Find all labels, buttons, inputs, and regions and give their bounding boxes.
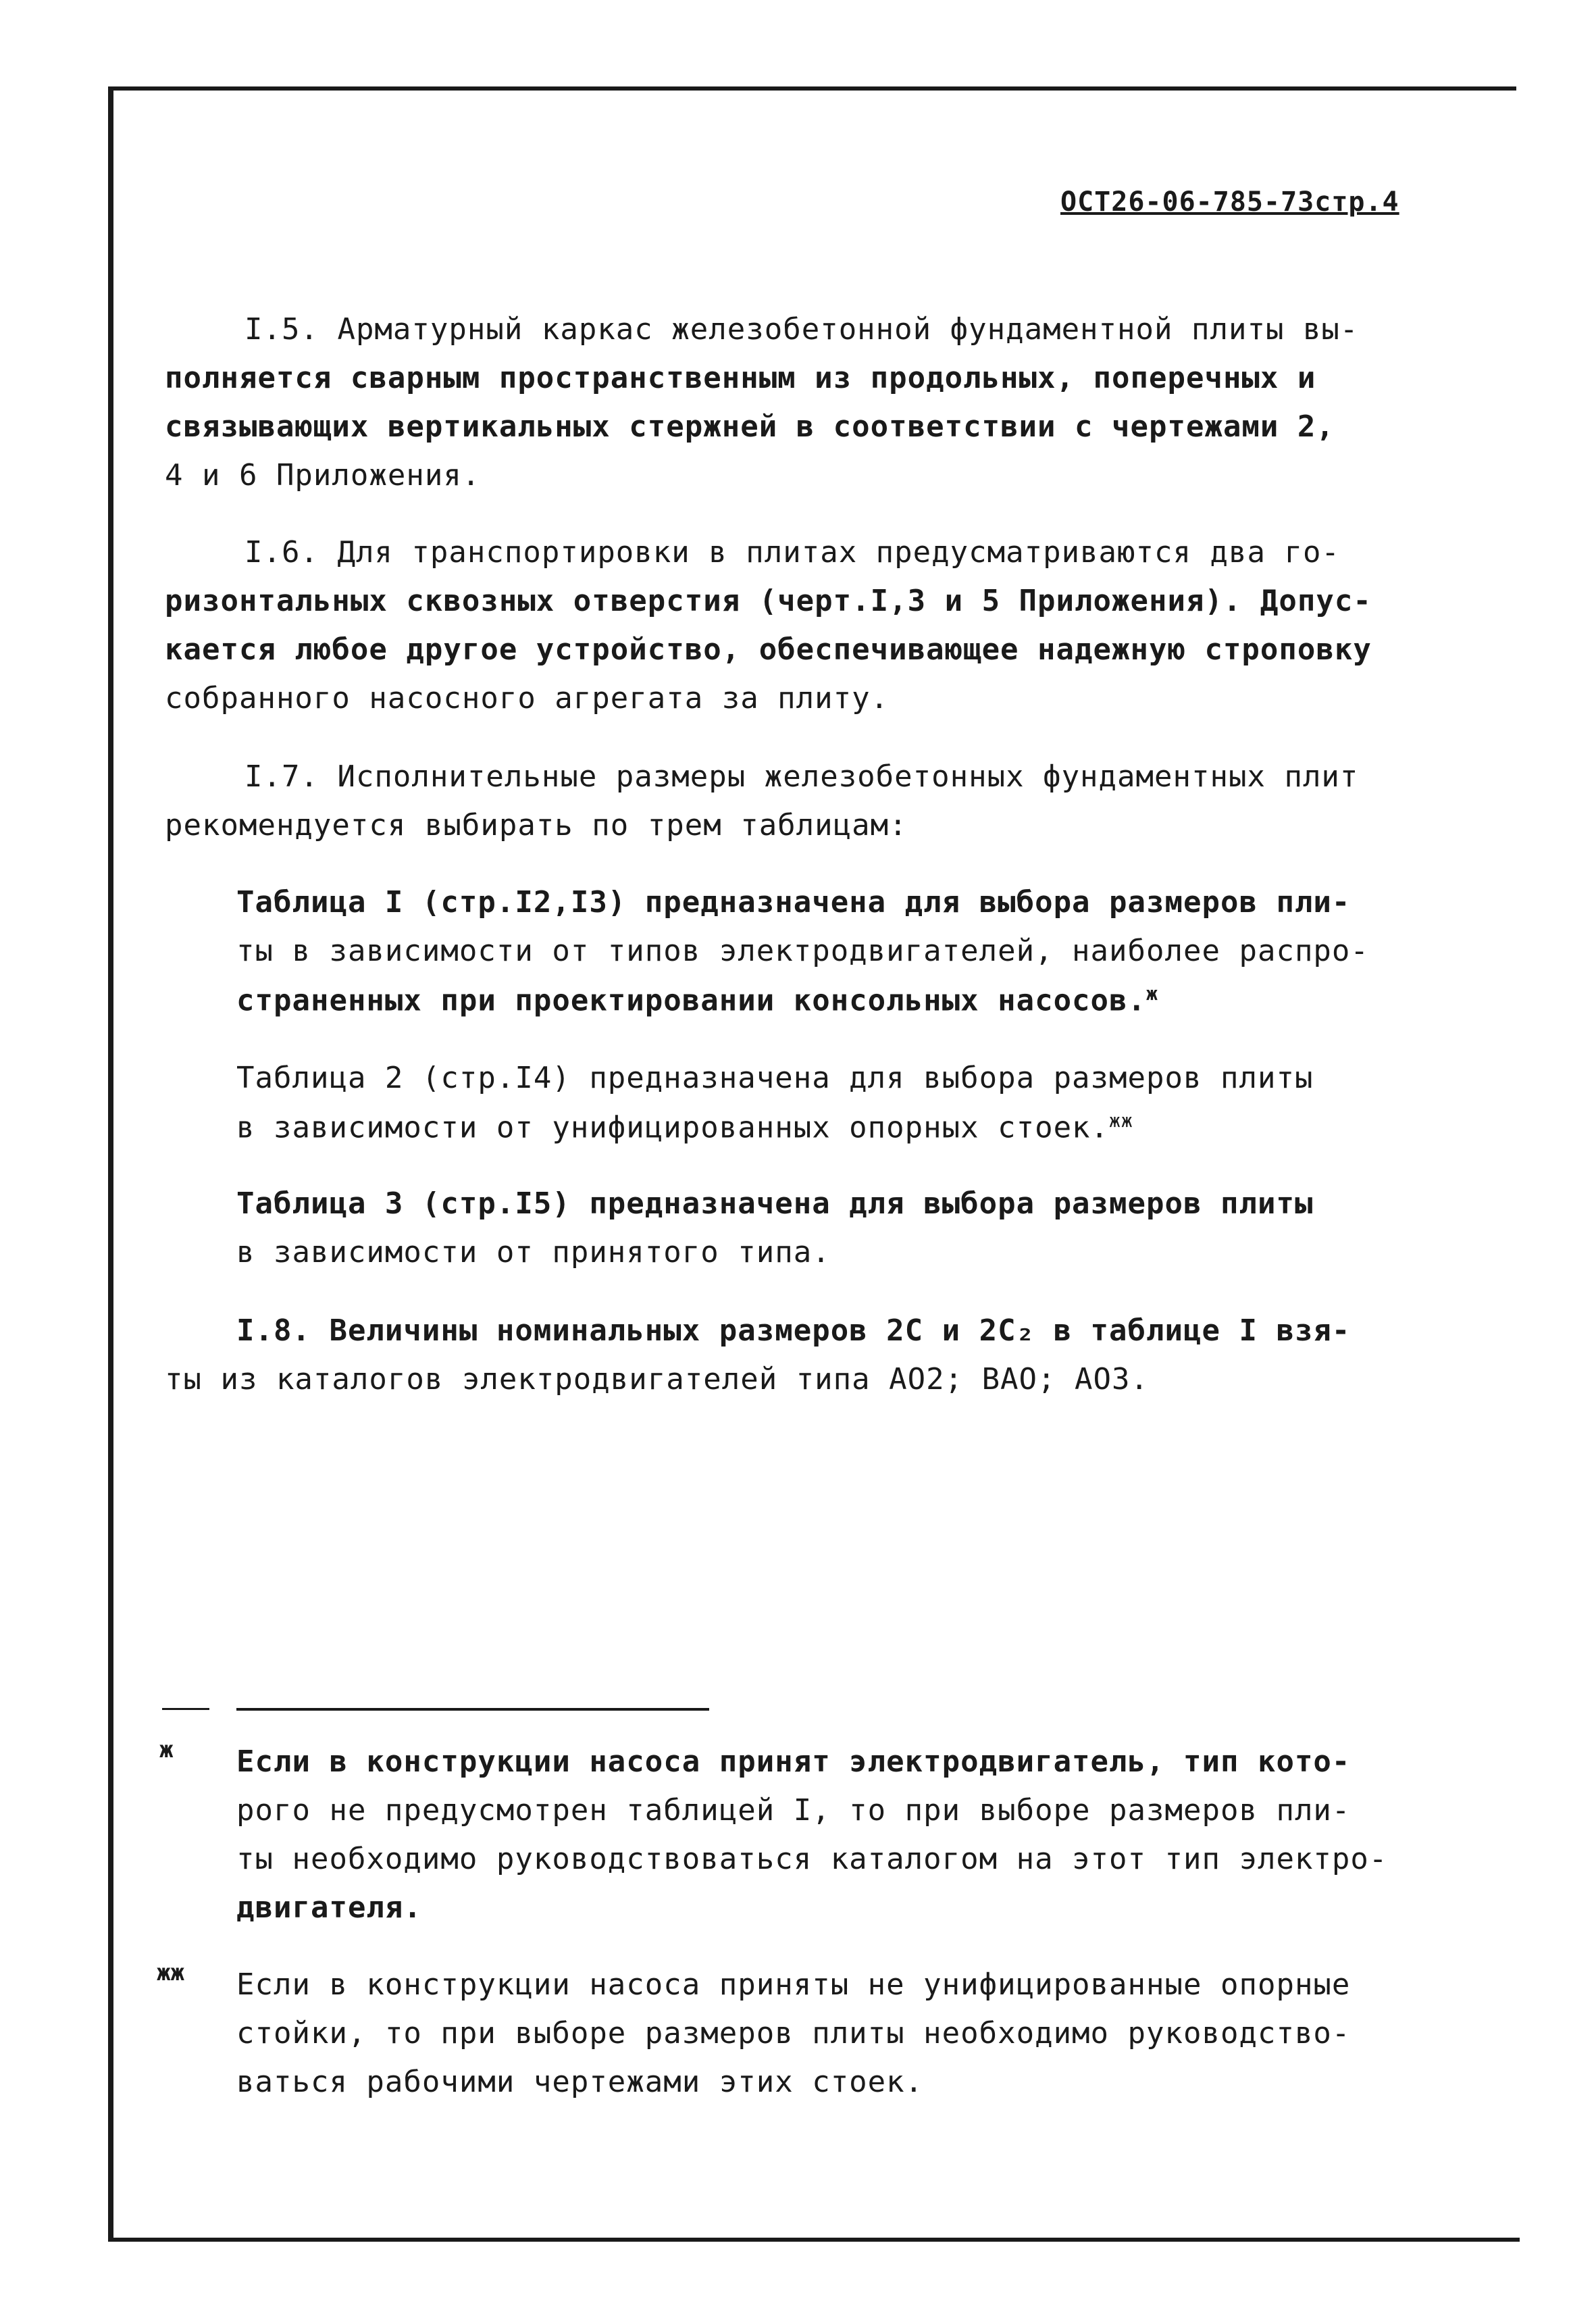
page-frame-left (108, 86, 113, 2242)
footnote-ref-2: жж (1109, 1109, 1133, 1132)
document-header-code: ОСТ26-06-785-73стр.4 (1060, 186, 1399, 218)
paragraph-1-7-line-1: I.7. Исполнительные размеры железобетонных фундаментных плит (244, 759, 1359, 794)
footnote-2-line-3: ваться рабочими чертежами этих стоек. (236, 2065, 924, 2099)
table-1-line-3 (236, 982, 1158, 1018)
paragraph-1-5-line-2: полняется сварным пространственным из продольных, поперечных и (165, 361, 1316, 395)
table-2-line-2 (236, 1109, 1133, 1145)
paragraph-1-6-line-1: I.6. Для транспортировки в плитах предусматриваются два го- (244, 535, 1340, 570)
paragraph-1-5-line-1: I.5. Арматурный каркас железобетонной фундаментной плиты вы- (244, 312, 1359, 347)
paragraph-1-7-line-2: рекомендуется выбирать по трем таблицам: (165, 808, 908, 842)
table-2-line-1: Таблица 2 (стр.I4) предназначена для выбора размеров плиты (236, 1061, 1314, 1095)
footnote-1-line-3: ты необходимо руководствоваться каталогом на этот тип электро- (236, 1842, 1388, 1876)
table-3-line-2: в зависимости от принятого типа. (236, 1235, 831, 1269)
footnote-2-line-1: Если в конструкции насоса приняты не унифицированные опорные (236, 1967, 1351, 2002)
paragraph-1-8-line-2: ты из каталогов электродвигателей типа АО2; ВАО; АО3. (165, 1362, 1149, 1397)
paragraph-1-5-line-3: связывающих вертикальных стержней в соответствии с чертежами 2, (165, 409, 1335, 444)
footnote-1-line-1: Если в конструкции насоса принят электродвигатель, тип кото- (236, 1744, 1351, 1779)
paragraph-1-6-line-3: кается любое другое устройство, обеспечивающее надежную строповку (165, 632, 1372, 667)
footnote-separator (236, 1708, 709, 1711)
page-frame-top (108, 86, 1516, 91)
table-1-line-1: Таблица I (стр.I2,I3) предназначена для выбора размеров пли- (236, 885, 1351, 920)
footnote-2-line-2: стойки, то при выборе размеров плиты необходимо руководство- (236, 2016, 1351, 2051)
table-3-line-1: Таблица 3 (стр.I5) предназначена для выбора размеров плиты (236, 1186, 1314, 1221)
footnote-1-line-2: рого не предусмотрен таблицей I, то при выборе размеров пли- (236, 1793, 1351, 1828)
paragraph-1-5-line-4: 4 и 6 Приложения. (165, 458, 481, 493)
footnote-2-mark: жж (157, 1959, 184, 1986)
footnote-1-line-4: двигателя. (236, 1890, 422, 1925)
page-frame-bottom (108, 2238, 1520, 2242)
table-1-line-3-text: страненных при проектировании консольных насосов. (236, 983, 1147, 1018)
paragraph-1-6-line-2: ризонтальных сквозных отверстия (черт.I,3 и 5 Приложения). Допус- (165, 584, 1372, 618)
paragraph-1-8-line-1: I.8. Величины номинальных размеров 2С и 2С₂ в таблице I взя- (236, 1313, 1351, 1348)
footnote-separator-dash (162, 1708, 209, 1710)
paragraph-1-6-line-4: собранного насосного агрегата за плиту. (165, 681, 890, 715)
footnote-1-mark: ж (159, 1736, 174, 1763)
table-2-line-2-text: в зависимости от унифицированных опорных стоек. (236, 1110, 1110, 1145)
footnote-ref-1: ж (1146, 982, 1158, 1005)
table-1-line-2: ты в зависимости от типов электродвигателей, наиболее распро- (236, 934, 1369, 968)
